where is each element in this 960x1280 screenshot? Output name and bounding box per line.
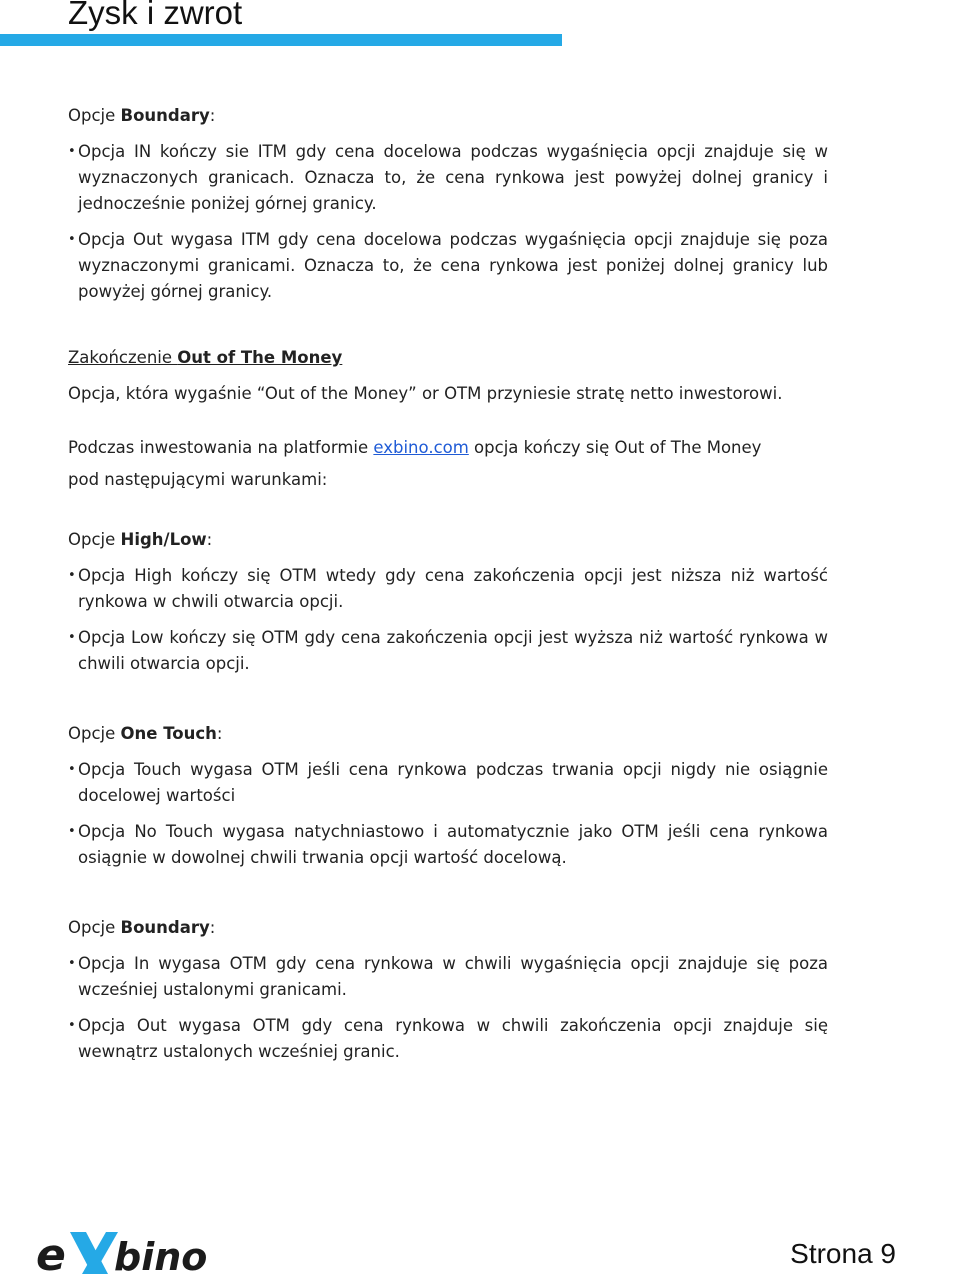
logo-word-bino: bino (114, 1235, 208, 1279)
logo-letter-e: e (36, 1230, 66, 1280)
list-item: • Opcja No Touch wygasa natychniastowo i automatycznie jako OTM jeśli cena rynkowa osiągnie w dowolnej chwili trwania opcji wartość docelową. (68, 819, 828, 871)
document-body (68, 103, 828, 1075)
section-heading-highlow: Opcje High/Low: (68, 530, 213, 549)
section-heading-boundary-otm: Opcje Boundary: (68, 918, 216, 937)
bullet-icon: • (68, 144, 76, 159)
bullet-icon: • (68, 824, 76, 839)
title-underline-bar (0, 34, 562, 46)
exbino-link[interactable]: exbino.com (373, 438, 469, 457)
bullet-icon: • (68, 956, 76, 971)
bullet-icon: • (68, 1018, 76, 1033)
list-item: • Opcja High kończy się OTM wtedy gdy cena zakończenia opcji jest niższa niż wartość rynkowa w chwili otwarcia opcji. (68, 563, 828, 615)
bullet-icon: • (68, 630, 76, 645)
otm-definition: Opcja, która wygaśnie “Out of the Money” or OTM przyniesie stratę netto inwestorowi. (68, 384, 783, 403)
section-heading-otm: Zakończenie Out of The Money (68, 348, 343, 367)
section-heading-onetouch: Opcje One Touch: (68, 724, 223, 743)
page-title: Zysk i zwrot (68, 0, 243, 31)
list-item: • Opcja IN kończy sie ITM gdy cena docelowa podczas wygaśnięcia opcji znajduje się w wyznaczonych granicach. Oznacza to, że cena rynkowa jest powyżej dolnej granicy i jednocześnie poniżej górnej granicy. (68, 139, 828, 217)
platform-paragraph: Podczas inwestowania na platformie exbino.com opcja kończy się Out of The Money (68, 438, 762, 457)
bullet-icon: • (68, 232, 76, 247)
bullet-icon: • (68, 568, 76, 583)
list-item: • Opcja In wygasa OTM gdy cena rynkowa w chwili wygaśnięcia opcji znajduje się poza wcześniej ustalonymi granicami. (68, 951, 828, 1003)
exbino-logo (36, 1224, 216, 1280)
section-heading-boundary: Opcje Boundary: (68, 106, 216, 125)
list-item: • Opcja Out wygasa OTM gdy cena rynkowa w chwili zakończenia opcji znajduje się wewnątrz ustalonych wcześniej granic. (68, 1013, 828, 1065)
list-item: • Opcja Low kończy się OTM gdy cena zakończenia opcji jest wyższa niż wartość rynkowa w chwili otwarcia opcji. (68, 625, 828, 677)
list-item: • Opcja Touch wygasa OTM jeśli cena rynkowa podczas trwania opcji nigdy nie osiągnie docelowej wartości (68, 757, 828, 809)
page-number: Strona 9 (790, 1238, 896, 1269)
list-item: • Opcja Out wygasa ITM gdy cena docelowa podczas wygaśnięcia opcji znajduje się poza wyznaczonymi granicami. Oznacza to, że cena rynkowa jest poniżej dolnej granicy lub powyżej górnej granicy. (68, 227, 828, 305)
bullet-icon: • (68, 762, 76, 777)
platform-paragraph-line2: pod następującymi warunkami: (68, 470, 328, 489)
logo-x-icon (70, 1232, 118, 1274)
